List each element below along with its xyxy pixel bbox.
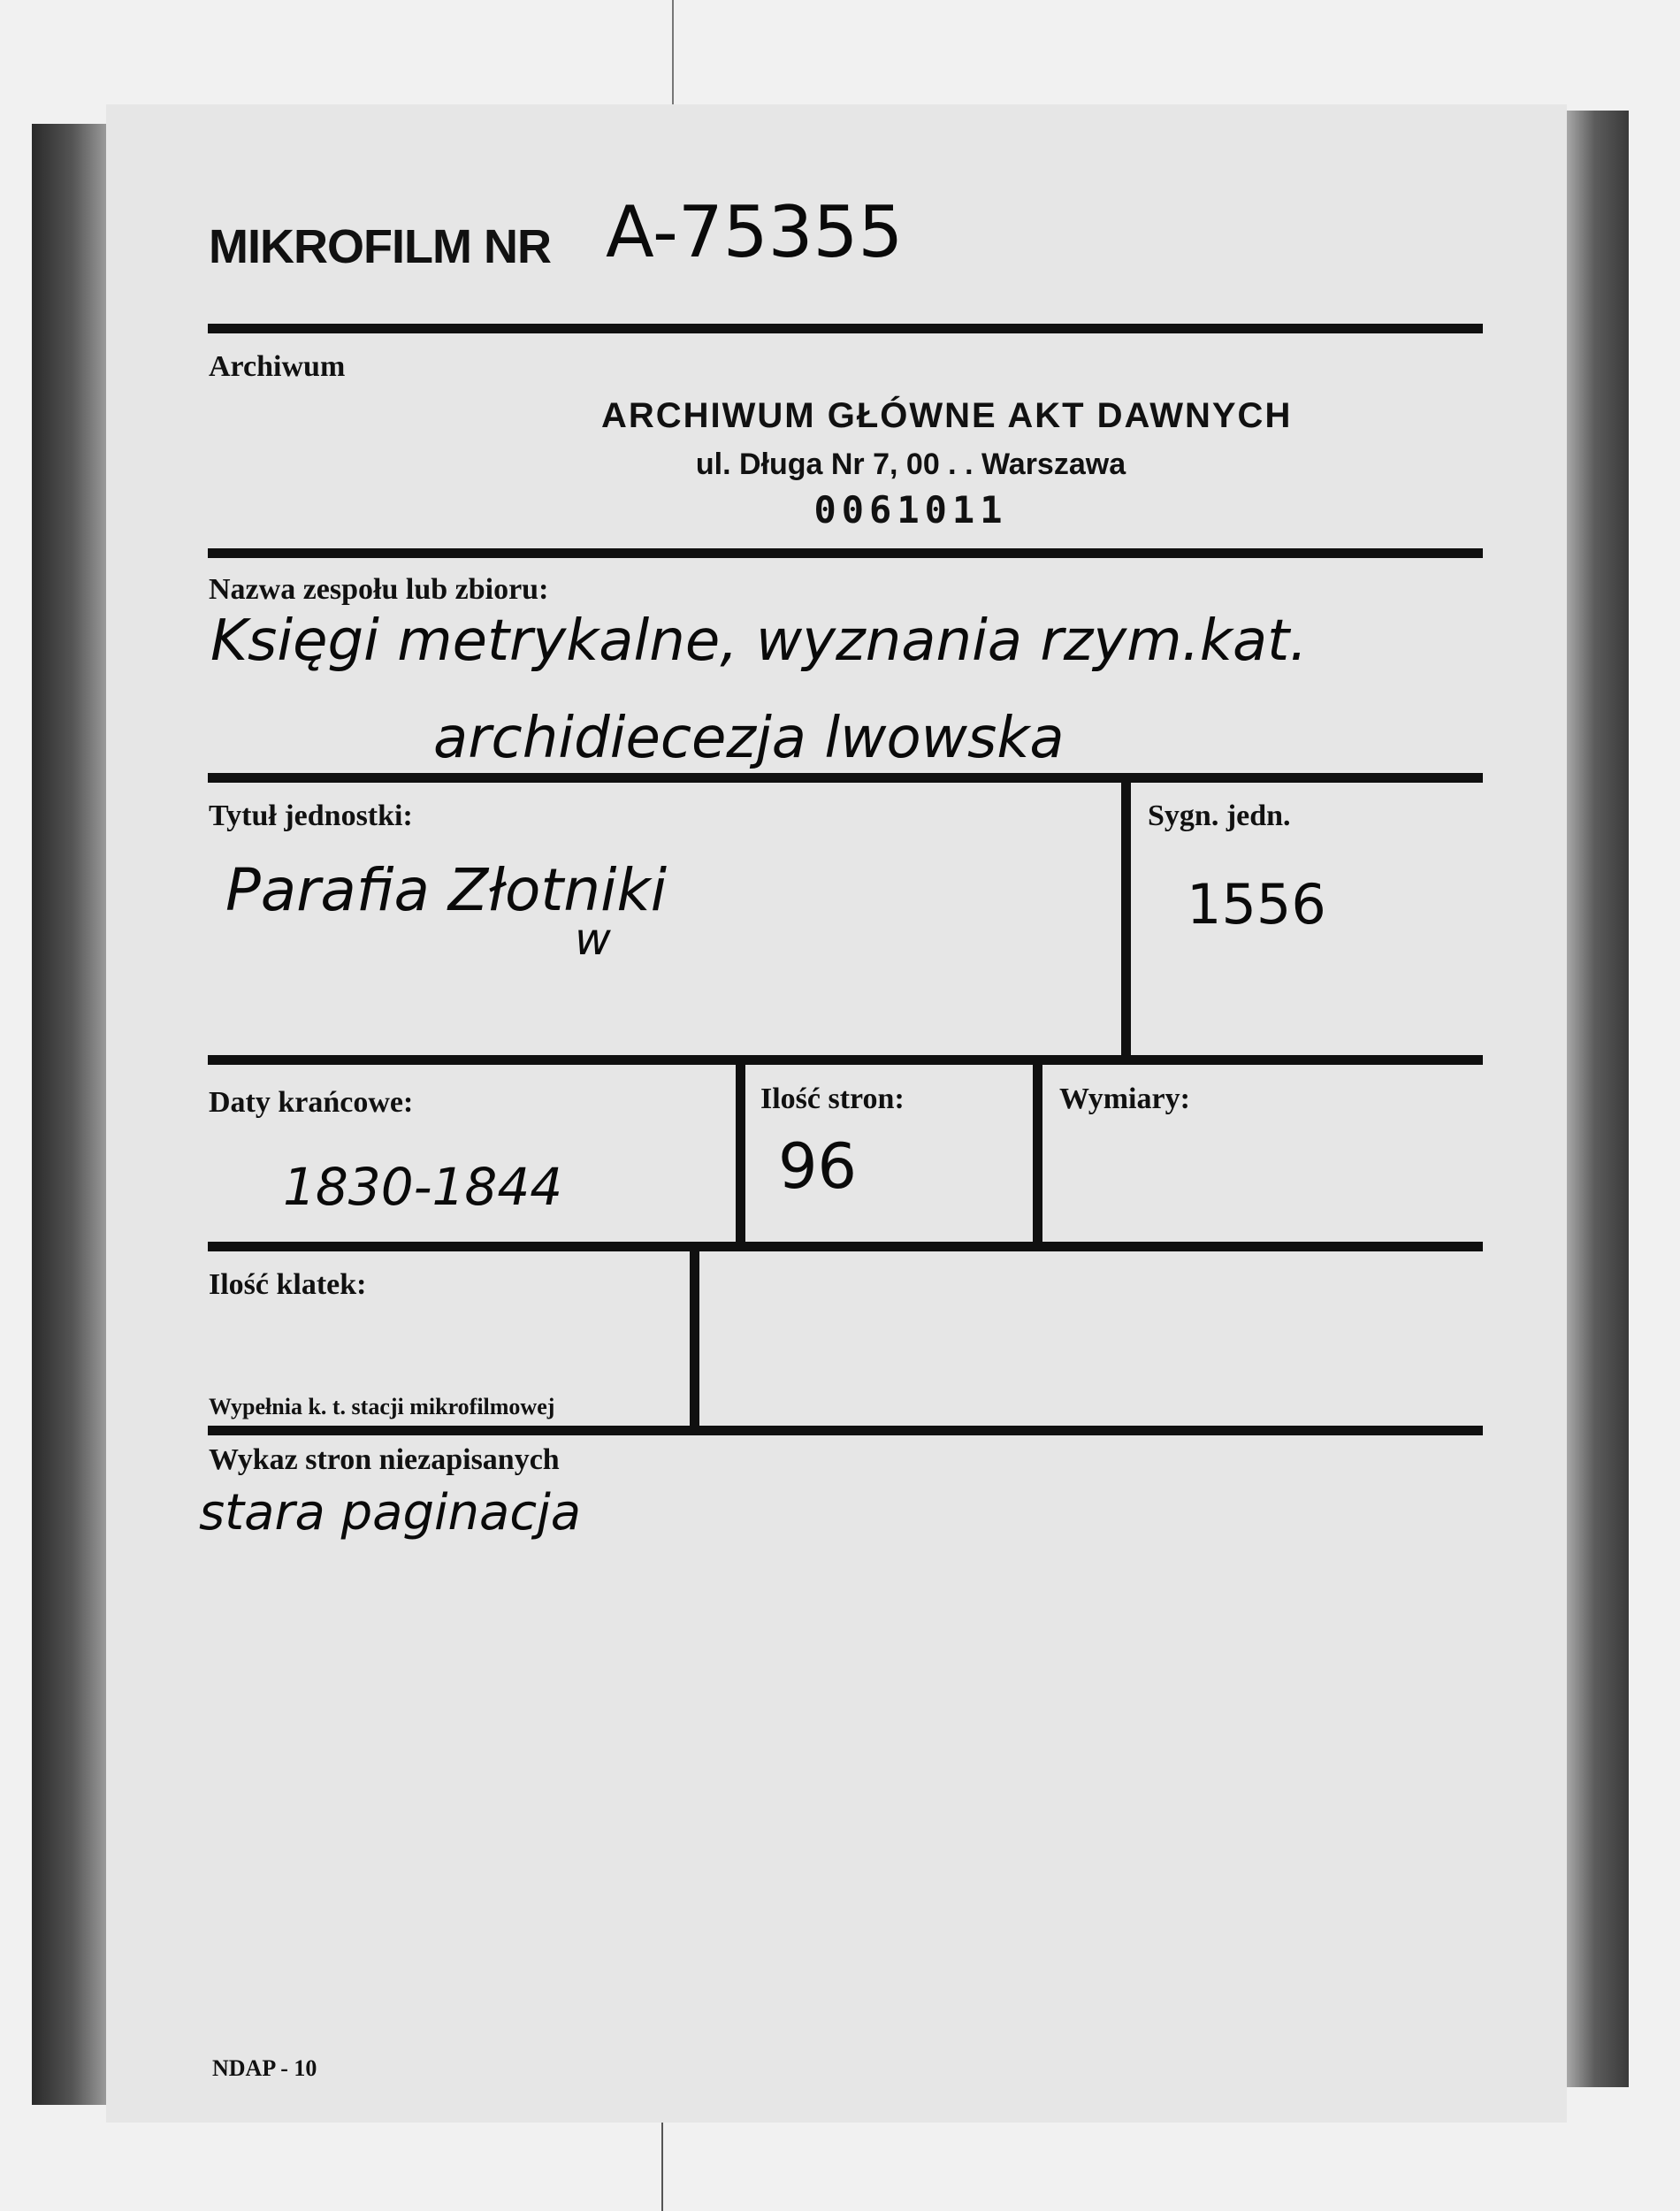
- fold-line-bottom: [661, 2118, 663, 2211]
- frames-divider: [690, 1247, 699, 1433]
- collection-label: Nazwa zespołu lub zbioru:: [209, 573, 549, 606]
- form-code: NDAP - 10: [212, 2055, 317, 2081]
- signature-label: Sygn. jedn.: [1148, 799, 1291, 832]
- card-title: MIKROFILM NR: [209, 220, 551, 273]
- pages-label: Ilość stron:: [760, 1083, 905, 1115]
- archive-label: Archiwum: [209, 350, 346, 383]
- archive-stamp-line1: ARCHIWUM GŁÓWNE AKT DAWNYCH: [601, 396, 1293, 435]
- unit-title-label: Tytuł jednostki:: [209, 799, 413, 832]
- rule-unit-bottom: [208, 1055, 1483, 1065]
- dates-value: 1830-1844: [283, 1157, 563, 1217]
- pages-value: 96: [778, 1130, 858, 1203]
- pages-divider-left: [736, 1061, 745, 1249]
- scan-border-right: [1567, 111, 1629, 2087]
- collection-value-line2: archidiecezja lwowska: [433, 706, 1065, 771]
- rule-dates-bottom: [208, 1242, 1483, 1251]
- dates-label: Daty krańcowe:: [209, 1086, 414, 1119]
- collection-value-line1: Księgi metrykalne, wyznania rzym.kat.: [210, 608, 1308, 674]
- blank-pages-label: Wykaz stron niezapisanych: [209, 1443, 560, 1476]
- signature-divider: [1121, 778, 1131, 1061]
- frames-note: Wypełnia k. t. stacji mikrofilmowej: [209, 1394, 555, 1419]
- microfilm-card: [106, 104, 1567, 2123]
- archive-stamp-line3: 0061011: [813, 488, 1008, 532]
- dimensions-label: Wymiary:: [1059, 1083, 1190, 1115]
- fold-line-top: [672, 0, 674, 106]
- rule-frames-bottom: [208, 1426, 1483, 1435]
- unit-title-mark: w: [575, 914, 611, 965]
- rule-archive-bottom: [208, 548, 1483, 558]
- archive-stamp-line2: ul. Długa Nr 7, 00 . . Warszawa: [695, 448, 1126, 481]
- scan-border-left: [32, 124, 106, 2105]
- blank-pages-value: stara paginacja: [199, 1484, 582, 1542]
- unit-title-value: Parafia Złotniki: [225, 856, 668, 924]
- signature-value: 1556: [1187, 872, 1326, 937]
- microfilm-number: A-75355: [606, 191, 904, 273]
- frames-label: Ilość klatek:: [209, 1268, 367, 1301]
- rule-collection-bottom: [208, 773, 1483, 783]
- rule-top: [208, 324, 1483, 333]
- dimensions-divider: [1033, 1061, 1042, 1249]
